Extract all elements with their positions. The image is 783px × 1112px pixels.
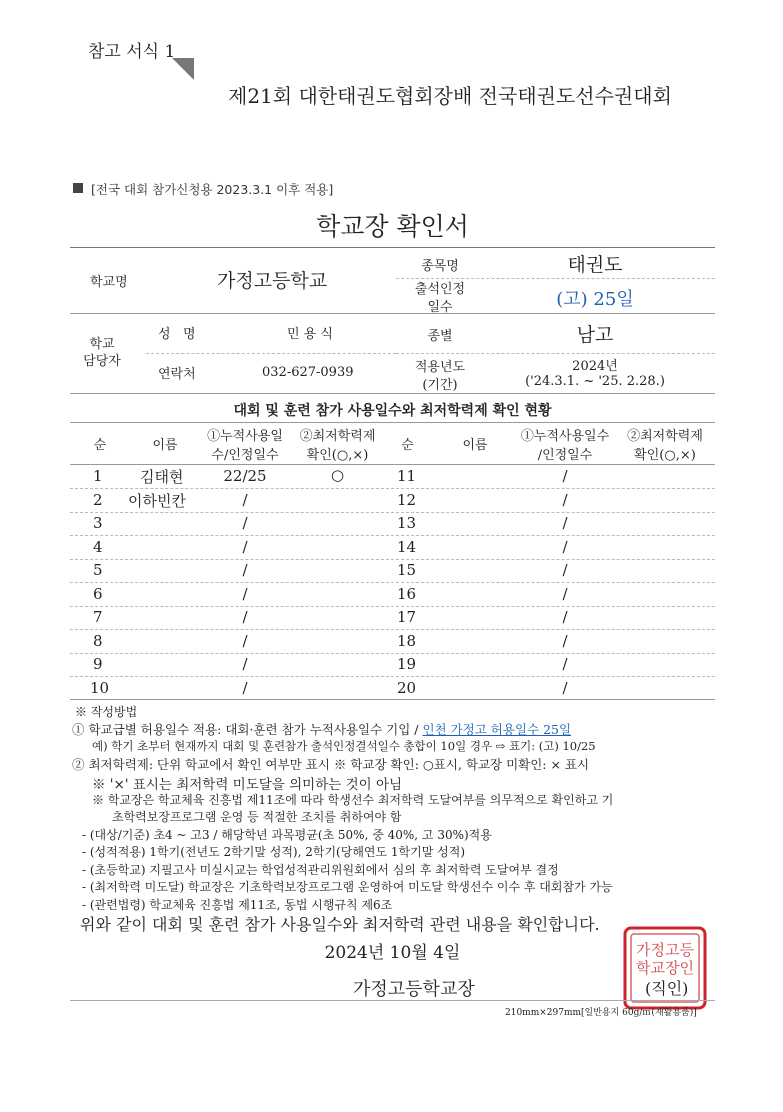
row-check: ○ [330, 466, 345, 484]
row-days: / [242, 514, 248, 532]
row-days-right: / [562, 514, 568, 532]
row-days-right: / [562, 679, 568, 697]
row-days-right: / [562, 467, 568, 485]
rule [70, 313, 715, 314]
header-check-right: ②최저학력제 [627, 429, 703, 444]
table-title: 대회 및 훈련 참가 사용일수와 최저학력제 확인 현황 [233, 403, 552, 419]
row-no: 5 [93, 561, 103, 579]
note-6: - (성적적용) 1학기(전년도 2학기말 성적), 2학기(당해연도 1학기말 성적) [82, 845, 466, 859]
rule [70, 653, 715, 654]
row-no: 2 [93, 491, 103, 509]
rule [396, 353, 715, 354]
contact-label: 연락처 [158, 367, 196, 382]
rule [146, 353, 396, 354]
seal-label: (직인) [645, 979, 689, 998]
row-days-right: / [562, 561, 568, 579]
rule [70, 488, 715, 489]
row-days: / [242, 538, 248, 556]
note-1-text: ① 학교급별 허용일수 적용: 대회·훈련 참가 누적사용일수 기입 / [72, 722, 423, 737]
staff-label: 학교 [89, 337, 115, 352]
header-name: 이름 [152, 438, 178, 453]
header-no-right: 순 [401, 438, 414, 453]
row-no: 9 [93, 655, 103, 673]
note-1-example: 예) 학기 초부터 현재까지 대회 및 훈련참가 출석인정결석일수 총합이 10일 경우 ⇨ 표기: (고) 10/25 [92, 739, 596, 753]
confirmation-statement: 위와 같이 대회 및 훈련 참가 사용일수와 최저학력 관련 내용을 확인합니다. [80, 915, 600, 934]
header-days: ①누적사용일 [207, 429, 283, 444]
note-4-cont: 초학력보장프로그램 운영 등 적절한 조치를 취하여야 함 [112, 810, 402, 824]
attendance-label: 출석인정 [414, 282, 466, 297]
row-no-right: 12 [397, 491, 417, 509]
note-3: ※ '×' 표시는 최저학력 미도달을 의미하는 것이 아님 [92, 777, 403, 793]
row-no-right: 19 [397, 655, 417, 673]
square-bullet-icon [73, 183, 83, 193]
note-9: - (관련법령) 학교체육 진흥법 제11조, 동법 시행규칙 제6조 [82, 898, 393, 912]
row-days: / [242, 632, 248, 650]
note-2: ② 최저학력제: 단위 학교에서 확인 여부만 표시 ※ 학교장 확인: ○표시, 학교장 미확인: × 표시 [72, 757, 590, 772]
gender-label: 종별 [427, 329, 453, 344]
year-label: 적용년도 [414, 360, 466, 375]
row-days: / [242, 679, 248, 697]
year-label-period: (기간) [422, 378, 458, 393]
year-value: 2024년 [572, 359, 618, 374]
row-days-right: / [562, 538, 568, 556]
corner-triangle-icon [172, 58, 194, 80]
seal-text: 가정고등학교장인 [636, 941, 694, 977]
note-1 [72, 720, 571, 738]
header-days-2: 수/인정일수 [211, 448, 279, 463]
row-no-right: 20 [397, 679, 417, 697]
rule [70, 606, 715, 607]
row-name: 이하빈칸 [128, 492, 186, 510]
row-no-right: 15 [397, 561, 417, 579]
row-days: / [242, 491, 248, 509]
note-1-link[interactable]: 인천 가정고 허용일수 25일 [422, 722, 572, 737]
row-no: 10 [90, 679, 110, 697]
form-reference: 참고 서식 1 [88, 42, 176, 62]
header-no: 순 [93, 438, 107, 453]
document-title: 학교장 확인서 [316, 212, 469, 241]
row-no: 4 [93, 538, 103, 556]
header-days-right: ①누적사용일수 [520, 429, 610, 444]
row-no-right: 17 [397, 608, 417, 626]
note-4: ※ 학교장은 학교체육 진흥법 제11조에 따라 학생선수 최저학력 도달여부를 의무적으로 확인하고 기 [92, 793, 614, 807]
row-no-right: 18 [397, 632, 417, 650]
row-no: 6 [93, 585, 103, 603]
staff-name-value: 민 용 식 [287, 327, 333, 342]
period-value: ('24.3.1. ~ '25. 2.28.) [525, 374, 665, 389]
paper-spec: 210mm×297mm[일반용지 60g/㎡(재활용품)] [505, 1008, 697, 1018]
row-name: 김태현 [140, 468, 184, 486]
note-5: - (대상/기준) 초4 ~ 고3 / 해당학년 과목평균(초 50%, 중 40%, 고 30%)적용 [82, 828, 492, 842]
row-days: / [242, 655, 248, 673]
rule [70, 699, 715, 700]
row-days: / [242, 585, 248, 603]
issue-date: 2024년 10월 4일 [324, 943, 461, 963]
rule [70, 676, 715, 677]
rule [70, 535, 715, 536]
application-notice: [전국 대회 참가신청용 2023.3.1 이후 적용] [91, 182, 334, 197]
rule [70, 559, 715, 560]
rule [70, 582, 715, 583]
row-days: / [242, 608, 248, 626]
header-check-right-2: 확인(○,×) [634, 448, 696, 463]
staff-name-label: 성 명 [158, 327, 196, 342]
attendance-value: (고) 25일 [556, 289, 634, 310]
notes-heading: ※ 작성방법 [75, 705, 138, 719]
rule [70, 512, 715, 513]
header-check: ②최저학력제 [299, 429, 376, 444]
row-no: 7 [93, 608, 103, 626]
rule [70, 247, 715, 248]
contact-value: 032-627-0939 [262, 365, 354, 380]
row-days-right: / [562, 585, 568, 603]
rule [70, 1000, 715, 1001]
row-days: 22/25 [223, 467, 267, 485]
row-days-right: / [562, 632, 568, 650]
row-days-right: / [562, 655, 568, 673]
header-days-right-2: /인정일수 [537, 448, 593, 463]
row-days-right: / [562, 491, 568, 509]
event-title: 제21회 대한태권도협회장배 전국태권도선수권대회 [228, 84, 672, 108]
rule [70, 422, 715, 423]
row-no-right: 11 [397, 467, 417, 485]
rule [70, 464, 715, 465]
rule [70, 393, 715, 394]
header-check-2: 확인(○,×) [306, 448, 369, 463]
sport-label: 종목명 [421, 259, 459, 274]
row-no-right: 16 [397, 585, 417, 603]
row-no: 1 [93, 467, 103, 485]
row-no: 3 [93, 514, 103, 532]
school-name-value: 가정고등학교 [217, 270, 328, 292]
row-days: / [242, 561, 248, 579]
sport-value: 태권도 [567, 254, 623, 276]
rule [70, 629, 715, 630]
attendance-label-unit: 일수 [427, 300, 453, 315]
staff-label-2: 담당자 [83, 354, 121, 369]
note-8: - (최저학력 미도달) 학교장은 기초학력보장프로그램 운영하여 미도달 학생선수 이수 후 대회참가 가능 [82, 880, 613, 894]
header-name-right: 이름 [462, 438, 488, 453]
gender-value: 남고 [576, 324, 614, 346]
row-no-right: 13 [397, 514, 417, 532]
note-7: - (초등학교) 지필고사 미실시교는 학업성적관리위원회에서 심의 후 최저학력 도달여부 결정 [82, 863, 559, 877]
row-no-right: 14 [397, 538, 417, 556]
row-days-right: / [562, 608, 568, 626]
row-no: 8 [93, 632, 103, 650]
signer: 가정고등학교장 [353, 979, 475, 1000]
school-name-label: 학교명 [90, 275, 128, 290]
